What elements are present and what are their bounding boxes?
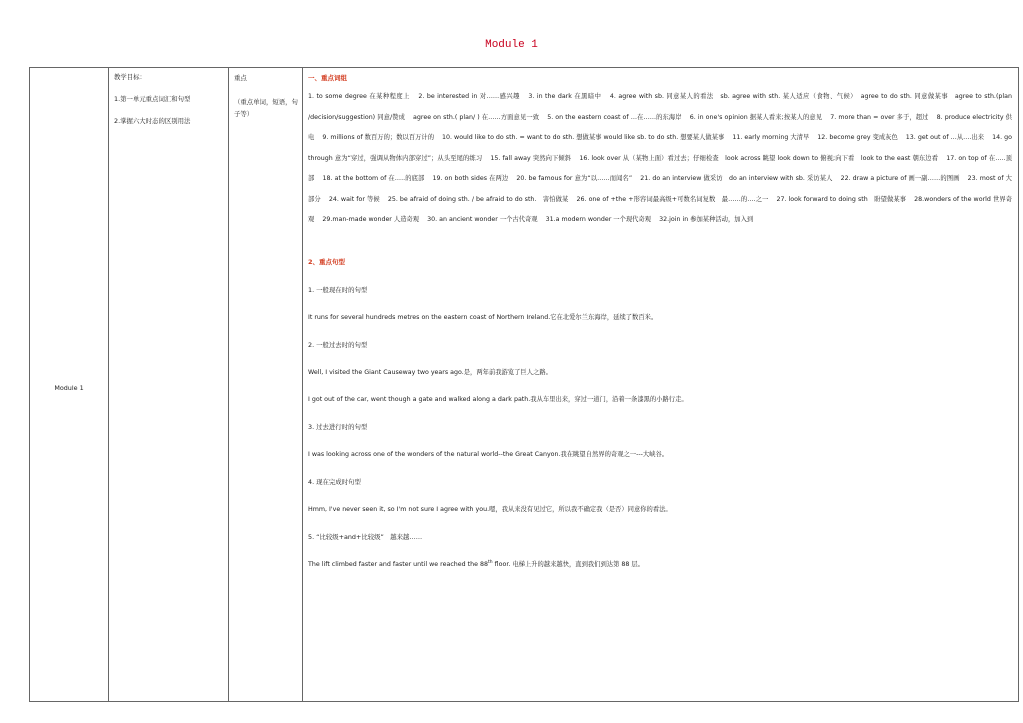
goals-cell (109, 68, 229, 702)
vocab-item: 25. be afraid of doing sth. / be afraid to do sth. 害怕做某 (387, 195, 569, 203)
sentence-pattern-heading: 1. 一般现在时的句型 (308, 285, 368, 294)
vocab-item: 5. on the eastern coast of …在……的东海岸 (547, 113, 682, 121)
key-cell (229, 68, 303, 702)
vocab-item: 7. more than = over 多于，超过 (830, 113, 929, 121)
vocab-item: 10. would like to do sth. = want to do sth. 想做某事 would like sb. to do sth. 想要某人做某事 (442, 134, 725, 141)
goal-item: 1.第一单元重点词汇和句型 (114, 95, 191, 103)
example-sentence: Well, I visited the Giant Causeway two years ago.是，两年前我游览了巨人之路。 (308, 368, 552, 376)
vocab-item: 8. produce electricity 供电 (308, 113, 1012, 141)
vocab-item: 22. draw a picture of 画一副……的图画 (840, 175, 960, 182)
vocab-item: 20. be famous for 意为“以……而闻名” (516, 175, 633, 182)
module-cell (30, 68, 109, 702)
vocab-item: 30. an ancient wonder 一个古代奇观 (427, 216, 538, 223)
ordinal-suffix: th (488, 559, 493, 565)
vocab-item: 26. one of +the +形容词最高级+可数名词复数 最……的….之一 (576, 195, 769, 203)
lesson-table (29, 67, 1019, 702)
vocab-item: 15. fall away 突然向下倾斜 (490, 154, 572, 162)
sentence-pattern-heading: 5. “比较级+and+比较级” 越来越…… (308, 532, 423, 541)
vocab-item: 17. on top of 在…..顶部 (308, 154, 1012, 182)
vocab-item: 31.a modern wonder 一个现代奇观 (545, 216, 652, 223)
vocab-item: 18. at the bottom of 在…..的底部 (322, 175, 425, 182)
vocab-item: 4. agree with sb. 同意某人的看法 sb. agree with sth. 某人适应（食物、气候） agree to do sth. 同意做某事 agree to sth.(plan /decision/suggestion) 同意/赞成 (308, 93, 1012, 121)
vocab-item: 21. do an interview 做采访 do an interview with sb. 采访某人 (640, 175, 833, 182)
goals-heading: 教学目标： (114, 73, 146, 81)
vocab-item: 19. on both sides 在两边 (432, 175, 509, 182)
vocab-item: 16. look over 从（某物上面）看过去；仔细检查 look across 眺望 look down to 俯视;向下看 look to the east 朝东边看 (579, 154, 939, 162)
key-heading: 重点 (234, 74, 247, 82)
vocab-item: 27. look forward to doing sth 盼望做某事 (776, 195, 907, 203)
key-description: （重点单词，短语，句子等） (234, 98, 298, 118)
vocab-list (308, 87, 1012, 231)
document-title: Module 1 (485, 39, 538, 51)
vocab-item: 29.man-made wonder 人造奇观 (322, 216, 420, 223)
vocab-item: 3. in the dark 在黑暗中 (528, 93, 602, 100)
vocab-item: 6. in one's opinion 据某人看来;按某人的意见 (689, 113, 823, 121)
sentence-text: floor. 电梯上升的越来越快，直到我们到达第 88 层。 (492, 560, 644, 568)
vocab-item: 1. to some degree 在某种程度上 (308, 93, 410, 100)
sentence-text: The lift climbed faster and faster until we reached the 88 (308, 560, 489, 568)
vocab-item: agree on sth.( plan/ ) 在……方面意见一致 (413, 113, 540, 121)
example-sentence: I got out of the car, went though a gate and walked along a dark path.我从车里出来，穿过一道门，沿着一条漆黑的小路行走。 (308, 395, 688, 403)
vocab-item: 9. millions of 数百万的；数以百万计的 (322, 134, 435, 141)
section-title-phrases: 一、重点词组 (308, 74, 347, 82)
example-sentence (308, 559, 1012, 568)
sentence-pattern-heading: 2. 一般过去时的句型 (308, 340, 368, 349)
vocab-item: 11. early morning 大清早 (732, 134, 810, 141)
vocab-item: 28.wonders of the world 世界奇观 (308, 195, 1013, 223)
example-sentence: Hmm, I've never seen it, so I'm not sure I agree with you.嗯，我从来没有见过它，所以我不确定我（是否）同意你的看法。 (308, 505, 672, 513)
module-label: Module 1 (54, 384, 84, 392)
sentence-pattern-heading: 3. 过去进行时的句型 (308, 422, 368, 431)
section-title-sentences: 2、重点句型 (308, 257, 346, 266)
sentence-pattern-heading: 4. 现在完成时句型 (308, 477, 361, 486)
vocab-item: 32.join in 参加某种活动，加入到 (659, 216, 754, 223)
content-cell (303, 68, 1019, 702)
example-sentence: It runs for several hundreds metres on the eastern coast of Northern Ireland.它在北爱尔兰东海岸，延续了数百米。 (308, 313, 658, 321)
vocab-item: 12. become grey 变成灰色 (817, 134, 898, 141)
example-sentence: I was looking across one of the wonders of the natural world--the Great Canyon.我在眺望自然界的奇观之一---大峡谷。 (308, 450, 669, 458)
vocab-item: 2. be interested in 对……感兴趣 (418, 93, 520, 100)
vocab-item: 14. go through 意为“穿过，强调从物体内部穿过”；从头至尾的练习 (308, 134, 1012, 162)
table-row (30, 68, 1019, 702)
vocab-item: 23. most of 大部分 (308, 175, 1012, 203)
vocab-item: 24. wait for 等候 (328, 195, 380, 203)
goal-item: 2.掌握六大时态的区别用法 (114, 117, 191, 125)
vocab-item: 13. get out of …从….出来 (905, 134, 985, 141)
